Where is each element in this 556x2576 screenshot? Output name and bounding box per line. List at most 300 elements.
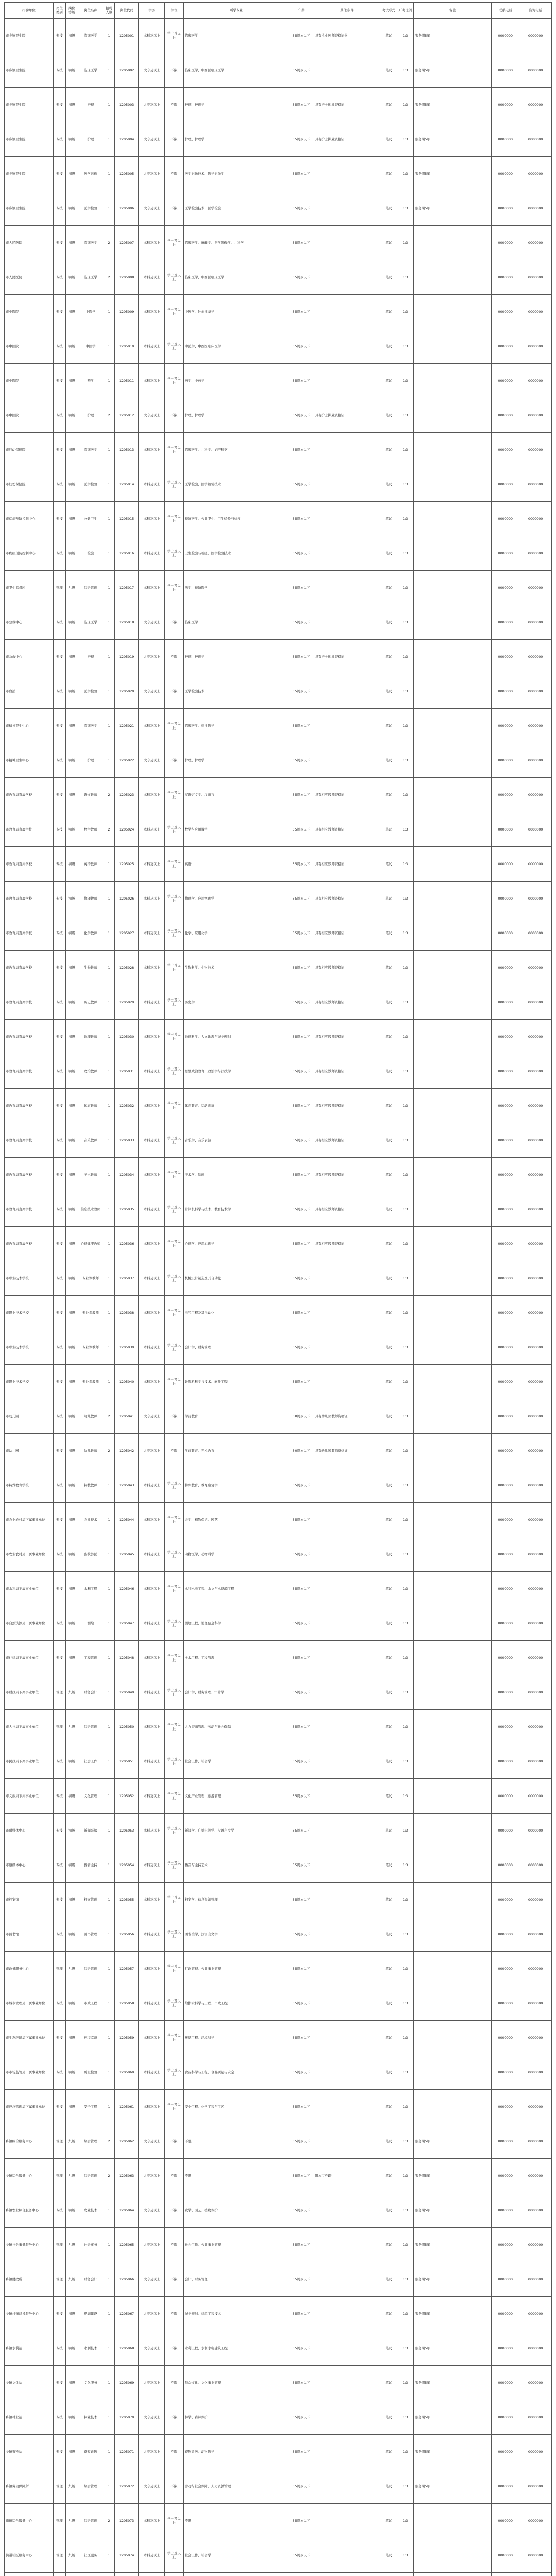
table-cell: 0000000 <box>492 1296 519 1330</box>
table-cell: 1205015 <box>114 502 139 536</box>
table-cell: 0000000 <box>519 1883 552 1917</box>
table-row <box>5 1227 552 1261</box>
table-cell: 初级 <box>65 1848 78 1883</box>
table-cell <box>314 1952 380 1986</box>
table-cell: 1:3 <box>397 2193 413 2228</box>
table-cell: 临床医学、麻醉学、医学影像学、儿科学 <box>183 226 289 260</box>
table-cell: 医学影像 <box>78 157 103 191</box>
table-cell: 笔试 <box>380 536 397 571</box>
table-cell: 历史学 <box>183 985 289 1020</box>
table-cell: 1205045 <box>114 1537 139 1572</box>
table-cell: 学士及以上 <box>165 2055 184 2090</box>
table-cell: 0000000 <box>492 1330 519 1365</box>
table-cell: 0000000 <box>492 1641 519 1675</box>
table-cell: 学士及以上 <box>165 1641 184 1675</box>
table-cell <box>314 2021 380 2055</box>
table-cell: 音乐教师 <box>78 1123 103 1158</box>
table-cell: 生物科学、生物技术 <box>183 951 289 985</box>
table-cell: 具有相应教师资格证 <box>314 847 380 882</box>
table-cell: 1205034 <box>114 1158 139 1192</box>
table-cell: 35周岁以下 <box>289 951 314 985</box>
table-cell: 笔试 <box>380 847 397 882</box>
table-cell: 35周岁以下 <box>289 2297 314 2331</box>
table-cell <box>314 295 380 329</box>
table-cell: 专技 <box>54 2297 66 2331</box>
table-cell: 本科及以上 <box>139 1883 165 1917</box>
table-cell: 35周岁以下 <box>289 2193 314 2228</box>
table-row <box>5 1192 552 1227</box>
table-cell <box>314 2193 380 2228</box>
table-cell: 医学检验技术、医学检验 <box>183 191 289 226</box>
table-cell: 学前教育 <box>183 1399 289 1434</box>
table-cell <box>103 2573 115 2576</box>
table-row <box>5 53 552 88</box>
table-cell: 35周岁以下 <box>289 1227 314 1261</box>
table-cell: 35周岁以下 <box>289 1192 314 1227</box>
table-cell: 学士及以上 <box>165 19 184 53</box>
table-cell <box>414 364 492 398</box>
table-cell: 本科及以上 <box>139 1917 165 1952</box>
table-cell: 笔试 <box>380 329 397 364</box>
table-cell: 0000000 <box>519 2469 552 2504</box>
table-cell: 0000000 <box>519 191 552 226</box>
table-cell: 35周岁以下 <box>289 605 314 640</box>
table-cell: 学士及以上 <box>165 1020 184 1054</box>
table-row <box>5 536 552 571</box>
table-cell <box>314 1779 380 1814</box>
table-row <box>5 1503 552 1537</box>
table-cell: 体育教育、运动训练 <box>183 1089 289 1123</box>
table-cell: 学士及以上 <box>165 1883 184 1917</box>
table-cell: 1205048 <box>114 1641 139 1675</box>
table-cell: 笔试 <box>380 364 397 398</box>
table-cell: 1:3 <box>397 88 413 122</box>
table-cell: 1205031 <box>114 1054 139 1089</box>
table-cell: 1:3 <box>397 467 413 502</box>
table-cell: 1:3 <box>397 2228 413 2262</box>
table-cell: 测绘 <box>78 1606 103 1641</box>
table-cell: 本科及以上 <box>139 467 165 502</box>
table-cell <box>414 1296 492 1330</box>
table-cell: 初级 <box>65 2366 78 2400</box>
table-cell: 笔试 <box>380 1883 397 1917</box>
table-cell: 大专及以上 <box>139 1434 165 1468</box>
table-cell: 0000000 <box>519 2504 552 2538</box>
table-cell: 市教育局直属学校 <box>5 985 54 1020</box>
table-cell: 给排水科学与工程、市政工程 <box>183 1986 289 2021</box>
table-cell: 专技 <box>54 812 66 847</box>
table-cell: 1 <box>103 364 115 398</box>
table-cell: 1 <box>103 157 115 191</box>
table-cell: 市乡镇卫生院 <box>5 157 54 191</box>
table-cell: 0000000 <box>492 2090 519 2124</box>
table-cell: 1205005 <box>114 157 139 191</box>
table-cell: 图书馆学、汉语言文学 <box>183 1917 289 1952</box>
table-cell: 服务期5年 <box>414 2228 492 2262</box>
table-cell <box>414 916 492 951</box>
table-cell: 本科及以上 <box>139 329 165 364</box>
table-cell: 物理学、应用物理学 <box>183 882 289 916</box>
table-cell: 学士及以上 <box>165 1330 184 1365</box>
table-cell: 笔试 <box>380 778 397 812</box>
table-cell: 地理教师 <box>78 1020 103 1054</box>
table-cell: 笔试 <box>380 2021 397 2055</box>
table-cell: 不限 <box>165 122 184 157</box>
table-cell: 不限 <box>165 2331 184 2366</box>
table-cell: 1 <box>103 1468 115 1503</box>
column-header: 开考比例 <box>397 3 413 19</box>
table-cell: 笔试 <box>380 260 397 295</box>
table-cell: 专业课教师 <box>78 1296 103 1330</box>
table-cell: 35周岁以下 <box>289 122 314 157</box>
table-cell: 专技 <box>54 882 66 916</box>
table-cell <box>414 467 492 502</box>
table-cell: 临床医学 <box>78 260 103 295</box>
table-cell: 1 <box>103 1158 115 1192</box>
table-cell: 1205030 <box>114 1020 139 1054</box>
table-cell: 市人民医院 <box>5 226 54 260</box>
table-cell: 2 <box>103 1399 115 1434</box>
table-cell <box>314 2262 380 2297</box>
table-cell: 1:3 <box>397 640 413 674</box>
table-cell: 管理 <box>54 2469 66 2504</box>
table-cell <box>414 743 492 778</box>
table-cell: 0000000 <box>492 1261 519 1296</box>
table-cell: 文化管理 <box>78 1779 103 1814</box>
table-cell: 劳动与社会保障、人力资源管理 <box>183 2469 289 2504</box>
table-cell: 具有护士执业资格证 <box>314 640 380 674</box>
table-cell: 1 <box>103 1123 115 1158</box>
table-cell: 专技 <box>54 467 66 502</box>
table-cell: 临床医学 <box>78 433 103 467</box>
table-cell <box>139 2573 165 2576</box>
table-cell: 0000000 <box>519 1917 552 1952</box>
table-cell: 具有幼儿园教师资格证 <box>314 1399 380 1434</box>
table-cell: 服务期5年 <box>414 88 492 122</box>
table-cell: 1 <box>103 1261 115 1296</box>
table-cell: 2 <box>103 260 115 295</box>
table-cell: 1205069 <box>114 2366 139 2400</box>
table-cell: 护理、护理学 <box>183 122 289 157</box>
table-cell: 大专及以上 <box>139 2435 165 2469</box>
table-cell: 管理 <box>54 1675 66 1710</box>
table-cell: 专技 <box>54 2193 66 2228</box>
table-cell: 0000000 <box>492 2331 519 2366</box>
table-row <box>5 1296 552 1330</box>
table-cell: 笔试 <box>380 1606 397 1641</box>
table-cell: 1:3 <box>397 2435 413 2469</box>
table-cell <box>314 191 380 226</box>
table-cell: 1 <box>103 1503 115 1537</box>
table-cell <box>414 1089 492 1123</box>
table-cell: 市教育局直属学校 <box>5 1054 54 1089</box>
table-cell: 市教育局直属学校 <box>5 1123 54 1158</box>
table-cell: 0000000 <box>492 122 519 157</box>
table-cell <box>414 847 492 882</box>
table-row <box>5 1986 552 2021</box>
table-cell <box>183 2573 289 2576</box>
table-cell: 幼儿教师 <box>78 1399 103 1434</box>
table-cell: 不限 <box>165 398 184 433</box>
table-cell: 笔试 <box>380 916 397 951</box>
table-cell: 初级 <box>65 985 78 1020</box>
table-cell: 乡镇畜牧站 <box>5 2435 54 2469</box>
table-cell: 临床医学 <box>78 605 103 640</box>
table-cell: 1205065 <box>114 2228 139 2262</box>
table-cell <box>314 1986 380 2021</box>
table-cell: 本科及以上 <box>139 1330 165 1365</box>
table-cell: 市疾病预防控制中心 <box>5 502 54 536</box>
table-cell: 初级 <box>65 2193 78 2228</box>
table-row <box>5 1399 552 1434</box>
table-cell: 市档案馆 <box>5 1883 54 1917</box>
table-cell: 学士及以上 <box>165 916 184 951</box>
table-cell: 学士及以上 <box>165 1261 184 1296</box>
table-cell: 工程管理 <box>78 1641 103 1675</box>
table-cell: 大专及以上 <box>139 2159 165 2193</box>
table-cell: 笔试 <box>380 1434 397 1468</box>
table-cell: 35周岁以下 <box>289 1883 314 1917</box>
table-cell: 1:3 <box>397 1883 413 1917</box>
table-cell: 专技 <box>54 295 66 329</box>
table-cell: 学士及以上 <box>165 709 184 743</box>
table-cell: 社区服务 <box>78 2538 103 2573</box>
column-header: 招聘人数 <box>103 3 115 19</box>
table-cell <box>314 1883 380 1917</box>
table-cell: 市职业技术学校 <box>5 1330 54 1365</box>
table-cell: 1205011 <box>114 364 139 398</box>
table-cell: 0000000 <box>519 674 552 709</box>
table-row <box>5 1365 552 1399</box>
table-cell <box>314 1917 380 1952</box>
table-cell: 笔试 <box>380 157 397 191</box>
table-cell: 本科及以上 <box>139 1744 165 1779</box>
table-row <box>5 882 552 916</box>
table-cell: 动物医学、动物科学 <box>183 1537 289 1572</box>
table-row <box>5 1710 552 1744</box>
table-cell <box>314 1744 380 1779</box>
table-cell: 1 <box>103 1054 115 1089</box>
table-cell: 1:3 <box>397 226 413 260</box>
table-cell: 九级 <box>65 2262 78 2297</box>
table-cell: 市急救中心 <box>5 640 54 674</box>
table-cell: 水利技术 <box>78 2331 103 2366</box>
table-cell <box>314 2400 380 2435</box>
table-cell: 笔试 <box>380 398 397 433</box>
table-cell: 专技 <box>54 191 66 226</box>
table-cell: 笔试 <box>380 1952 397 1986</box>
table-row <box>5 502 552 536</box>
table-cell: 水利水电工程、水文与水资源工程 <box>183 1572 289 1606</box>
table-cell: 大专及以上 <box>139 2297 165 2331</box>
table-cell: 学士及以上 <box>165 1296 184 1330</box>
table-cell <box>414 1814 492 1848</box>
table-cell <box>397 2573 413 2576</box>
table-cell: 笔试 <box>380 1261 397 1296</box>
table-cell: 笔试 <box>380 122 397 157</box>
table-cell: 1 <box>103 2435 115 2469</box>
table-cell: 笔试 <box>380 2193 397 2228</box>
table-cell: 0000000 <box>519 847 552 882</box>
table-cell: 1 <box>103 19 115 53</box>
table-cell: 1:3 <box>397 2469 413 2504</box>
table-cell: 0000000 <box>492 778 519 812</box>
table-cell: 护理、护理学 <box>183 88 289 122</box>
table-cell: 1 <box>103 329 115 364</box>
table-cell: 35周岁以下 <box>289 640 314 674</box>
table-cell: 水利工程、水利水电建筑工程 <box>183 2331 289 2366</box>
table-cell <box>414 260 492 295</box>
table-cell: 学士及以上 <box>165 2504 184 2538</box>
table-cell: 护理 <box>78 640 103 674</box>
table-row <box>5 1606 552 1641</box>
table-cell: 35周岁以下 <box>289 847 314 882</box>
table-cell: 0000000 <box>492 2124 519 2159</box>
table-cell: 公共卫生 <box>78 502 103 536</box>
table-row <box>5 2435 552 2469</box>
table-cell: 市财政局下属事业单位 <box>5 1675 54 1710</box>
table-cell: 不限 <box>165 2366 184 2400</box>
table-cell: 35周岁以下 <box>289 2055 314 2090</box>
table-cell: 1:3 <box>397 1952 413 1986</box>
table-cell: 35周岁以下 <box>289 2124 314 2159</box>
table-cell: 0000000 <box>492 1054 519 1089</box>
table-cell: 35周岁以下 <box>289 536 314 571</box>
table-cell: 0000000 <box>519 1952 552 1986</box>
table-cell <box>314 2573 380 2576</box>
table-cell: 35周岁以下 <box>289 19 314 53</box>
table-row <box>5 1330 552 1365</box>
table-cell: 市民政局下属事业单位 <box>5 1744 54 1779</box>
table-cell: 初级 <box>65 2090 78 2124</box>
table-cell: 市生态环境局下属事业单位 <box>5 2021 54 2055</box>
table-cell: 1 <box>103 2193 115 2228</box>
table-cell: 播音与主持艺术 <box>183 1848 289 1883</box>
table-cell: 初级 <box>65 1883 78 1917</box>
table-cell: 1:3 <box>397 502 413 536</box>
table-cell: 1:3 <box>397 2090 413 2124</box>
table-cell: 0000000 <box>492 295 519 329</box>
table-cell: 市中医院 <box>5 398 54 433</box>
table-cell: 笔试 <box>380 433 397 467</box>
table-cell: 35周岁以下 <box>289 329 314 364</box>
table-cell: 1 <box>103 882 115 916</box>
table-cell: 0000000 <box>519 2297 552 2331</box>
table-cell: 服务期5年 <box>414 2124 492 2159</box>
table-row <box>5 709 552 743</box>
table-cell: 35周岁以下 <box>289 1710 314 1744</box>
table-cell: 医学检验、医学检验技术 <box>183 467 289 502</box>
table-cell: 1 <box>103 536 115 571</box>
table-cell <box>314 1296 380 1330</box>
table-cell: 笔试 <box>380 2055 397 2090</box>
table-cell <box>414 674 492 709</box>
table-cell: 笔试 <box>380 1710 397 1744</box>
table-cell: 特教教师 <box>78 1468 103 1503</box>
table-cell <box>414 1744 492 1779</box>
table-cell: 专技 <box>54 1917 66 1952</box>
table-cell: 2 <box>103 1434 115 1468</box>
table-cell: 0000000 <box>492 1883 519 1917</box>
table-cell: 九级 <box>65 2124 78 2159</box>
table-cell: 1205004 <box>114 122 139 157</box>
table-cell: 0000000 <box>492 467 519 502</box>
table-cell: 0000000 <box>492 1365 519 1399</box>
table-cell <box>414 1158 492 1192</box>
table-cell: 1205067 <box>114 2297 139 2331</box>
table-cell: 1:3 <box>397 882 413 916</box>
table-cell: 计算机科学与技术、软件工程 <box>183 1365 289 1399</box>
table-cell: 35周岁以下 <box>289 2504 314 2538</box>
table-cell: 1 <box>103 433 115 467</box>
table-cell: 具有护士执业资格证 <box>314 122 380 157</box>
table-cell: 服务期5年 <box>414 2400 492 2435</box>
table-cell: 本科及以上 <box>139 2538 165 2573</box>
table-cell: 市教育局直属学校 <box>5 1158 54 1192</box>
header-row <box>5 3 552 19</box>
table-cell: 0000000 <box>519 1020 552 1054</box>
table-cell: 管理 <box>54 571 66 605</box>
table-row <box>5 1917 552 1952</box>
table-cell <box>414 2504 492 2538</box>
column-header: 岗位类别 <box>54 3 66 19</box>
table-cell: 0000000 <box>492 19 519 53</box>
table-cell: 0000000 <box>492 1537 519 1572</box>
table-cell: 0000000 <box>519 2228 552 2262</box>
table-cell: 大专及以上 <box>139 2124 165 2159</box>
table-cell: 初级 <box>65 433 78 467</box>
table-cell: 初级 <box>65 122 78 157</box>
table-cell: 专技 <box>54 1572 66 1606</box>
table-cell: 专技 <box>54 1399 66 1434</box>
table-cell: 学士及以上 <box>165 1054 184 1089</box>
table-cell: 1 <box>103 951 115 985</box>
table-row <box>5 2538 552 2573</box>
table-cell: 临床医学 <box>78 19 103 53</box>
table-cell: 初级 <box>65 812 78 847</box>
table-cell: 35周岁以下 <box>289 2469 314 2504</box>
table-cell: 专业课教师 <box>78 1261 103 1296</box>
table-cell <box>414 605 492 640</box>
table-cell: 35周岁以下 <box>289 1365 314 1399</box>
table-cell <box>314 709 380 743</box>
table-cell: 综合管理 <box>78 2469 103 2504</box>
table-cell: 九级 <box>65 1952 78 1986</box>
table-cell: 具有相应教师资格证 <box>314 882 380 916</box>
table-cell: 本科及以上 <box>139 295 165 329</box>
table-cell: 1 <box>103 1710 115 1744</box>
table-cell: 35周岁以下 <box>289 1296 314 1330</box>
table-cell: 初级 <box>65 1227 78 1261</box>
table-cell: 35周岁以下 <box>289 226 314 260</box>
table-cell: 1:3 <box>397 1192 413 1227</box>
table-cell: 市自然资源局下属事业单位 <box>5 1606 54 1641</box>
table-cell: 35周岁以下 <box>289 571 314 605</box>
table-cell: 管理 <box>54 2228 66 2262</box>
table-row <box>5 122 552 157</box>
table-cell: 1205051 <box>114 1744 139 1779</box>
table-cell: 学士及以上 <box>165 778 184 812</box>
table-cell: 1205033 <box>114 1123 139 1158</box>
table-cell: 1 <box>103 1192 115 1227</box>
table-cell <box>314 260 380 295</box>
table-cell: 0000000 <box>519 2538 552 2573</box>
table-cell: 护理 <box>78 398 103 433</box>
table-cell: 1:3 <box>397 605 413 640</box>
table-cell: 35周岁以下 <box>289 1814 314 1848</box>
table-cell: 初级 <box>65 1192 78 1227</box>
table-cell: 本科及以上 <box>139 502 165 536</box>
